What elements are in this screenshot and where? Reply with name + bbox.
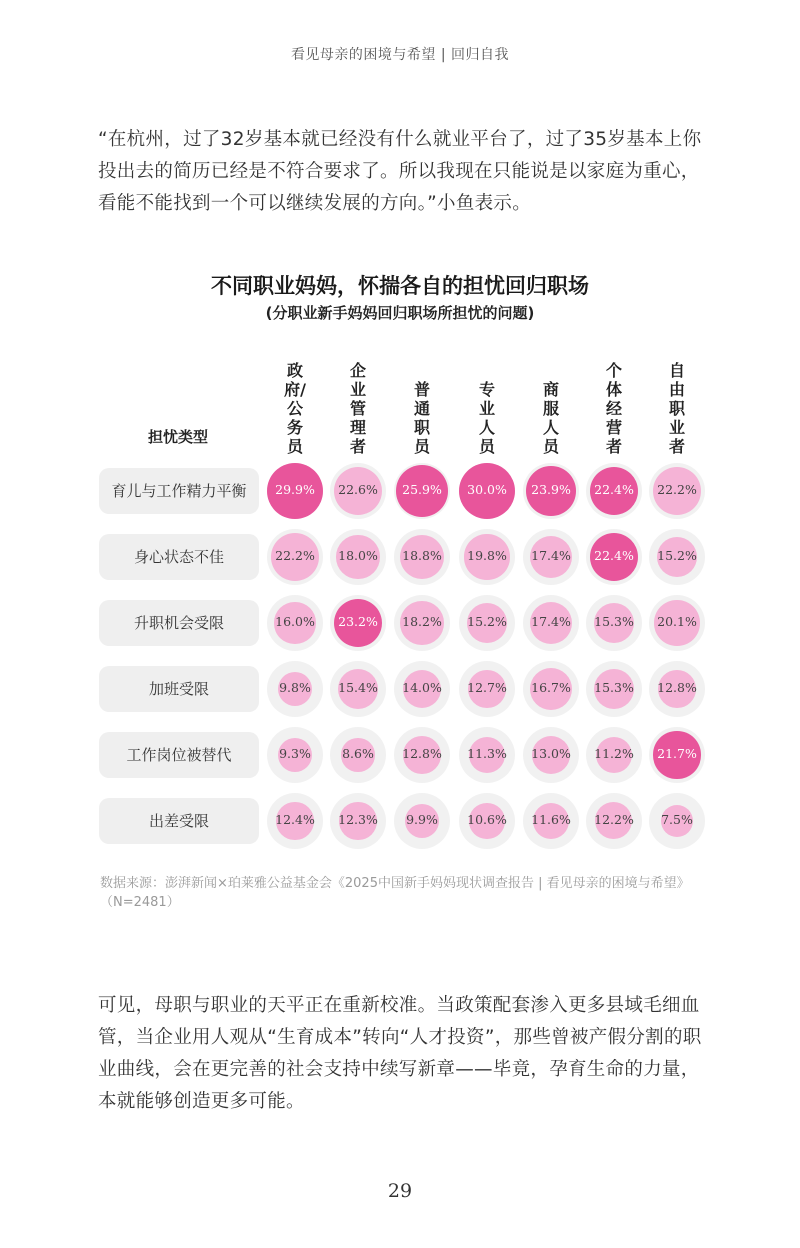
value-label: 29.9%: [275, 482, 315, 497]
value-label: 18.2%: [402, 614, 442, 629]
value-label: 12.2%: [594, 812, 634, 827]
row-label: 身心状态不佳: [99, 534, 259, 580]
value-label: 22.6%: [338, 482, 378, 497]
value-label: 18.8%: [402, 548, 442, 563]
value-label: 18.0%: [338, 548, 378, 563]
value-label: 17.4%: [531, 614, 571, 629]
running-header: 看见母亲的困境与希望 | 回归自我: [290, 47, 510, 63]
value-label: 12.8%: [657, 680, 697, 695]
column-header: 商服人员: [542, 380, 559, 456]
row-label: 育儿与工作精力平衡: [99, 468, 259, 514]
value-label: 10.6%: [467, 812, 507, 827]
column-header: 个体经营者: [605, 361, 622, 456]
column-header: 专业人员: [478, 380, 495, 456]
value-label: 23.9%: [531, 482, 571, 497]
value-label: 8.6%: [342, 746, 374, 761]
value-label: 9.9%: [406, 812, 438, 827]
row-label: 加班受限: [99, 666, 259, 712]
value-label: 15.2%: [657, 548, 697, 563]
value-label: 16.7%: [531, 680, 571, 695]
value-label: 9.8%: [279, 680, 311, 695]
row-header-label: 担忧类型: [147, 428, 208, 446]
value-label: 13.0%: [531, 746, 571, 761]
value-label: 15.3%: [594, 614, 634, 629]
value-label: 12.3%: [338, 812, 378, 827]
value-label: 15.4%: [338, 680, 378, 695]
paragraph-quote: “在杭州，过了32岁基本就已经没有什么就业平台了，过了35岁基本上你投出去的简历已经是不符合要求了。所以我现在只能说是以家庭为重心，看能不能找到一个可以继续发展的方向。”小鱼表示。: [98, 129, 702, 214]
value-label: 23.2%: [338, 614, 378, 629]
row-label: 升职机会受限: [99, 600, 259, 646]
value-label: 16.0%: [275, 614, 315, 629]
value-label: 15.3%: [594, 680, 634, 695]
column-header: 自由职业者: [668, 361, 685, 456]
value-label: 25.9%: [402, 482, 442, 497]
value-label: 11.3%: [467, 746, 507, 761]
column-header: 普通职员: [413, 380, 430, 456]
column-header: 企业管理者: [349, 361, 366, 456]
value-label: 11.2%: [594, 746, 634, 761]
row-label: 出差受限: [99, 798, 259, 844]
value-label: 22.2%: [275, 548, 315, 563]
value-label: 30.0%: [467, 482, 507, 497]
paragraph-conclusion: 可见，母职与职业的天平正在重新校准。当政策配套渗入更多县域毛细血管，当企业用人观从“生育成本”转向“人才投资”，那些曾被产假分割的职业曲线，会在更完善的社会支持中续写新章——毕竟，孕育生命的力量，本就能够创造更多可能。: [98, 995, 702, 1112]
value-label: 12.8%: [402, 746, 442, 761]
chart-title: 不同职业妈妈，怀揣各自的担忧回归职场: [211, 274, 589, 298]
data-source-note: 数据来源：澎湃新闻×珀莱雅公益基金会《2025中国新手妈妈现状调查报告 | 看见母亲的困境与希望》（N=2481）: [100, 876, 690, 910]
value-label: 11.6%: [531, 812, 571, 827]
value-label: 21.7%: [657, 746, 697, 761]
value-label: 15.2%: [467, 614, 507, 629]
value-label: 19.8%: [467, 548, 507, 563]
value-label: 20.1%: [657, 614, 697, 629]
value-label: 22.4%: [594, 482, 634, 497]
column-header: 政府/公务员: [284, 361, 306, 456]
value-label: 7.5%: [661, 812, 693, 827]
value-label: 17.4%: [531, 548, 571, 563]
value-label: 12.4%: [275, 812, 315, 827]
value-label: 14.0%: [402, 680, 442, 695]
value-label: 12.7%: [467, 680, 507, 695]
chart-subtitle: (分职业新手妈妈回归职场所担忧的问题): [265, 304, 535, 322]
value-label: 22.4%: [594, 548, 634, 563]
row-label: 工作岗位被替代: [99, 732, 259, 778]
page-number: 29: [387, 1180, 413, 1202]
value-label: 22.2%: [657, 482, 697, 497]
value-label: 9.3%: [279, 746, 311, 761]
